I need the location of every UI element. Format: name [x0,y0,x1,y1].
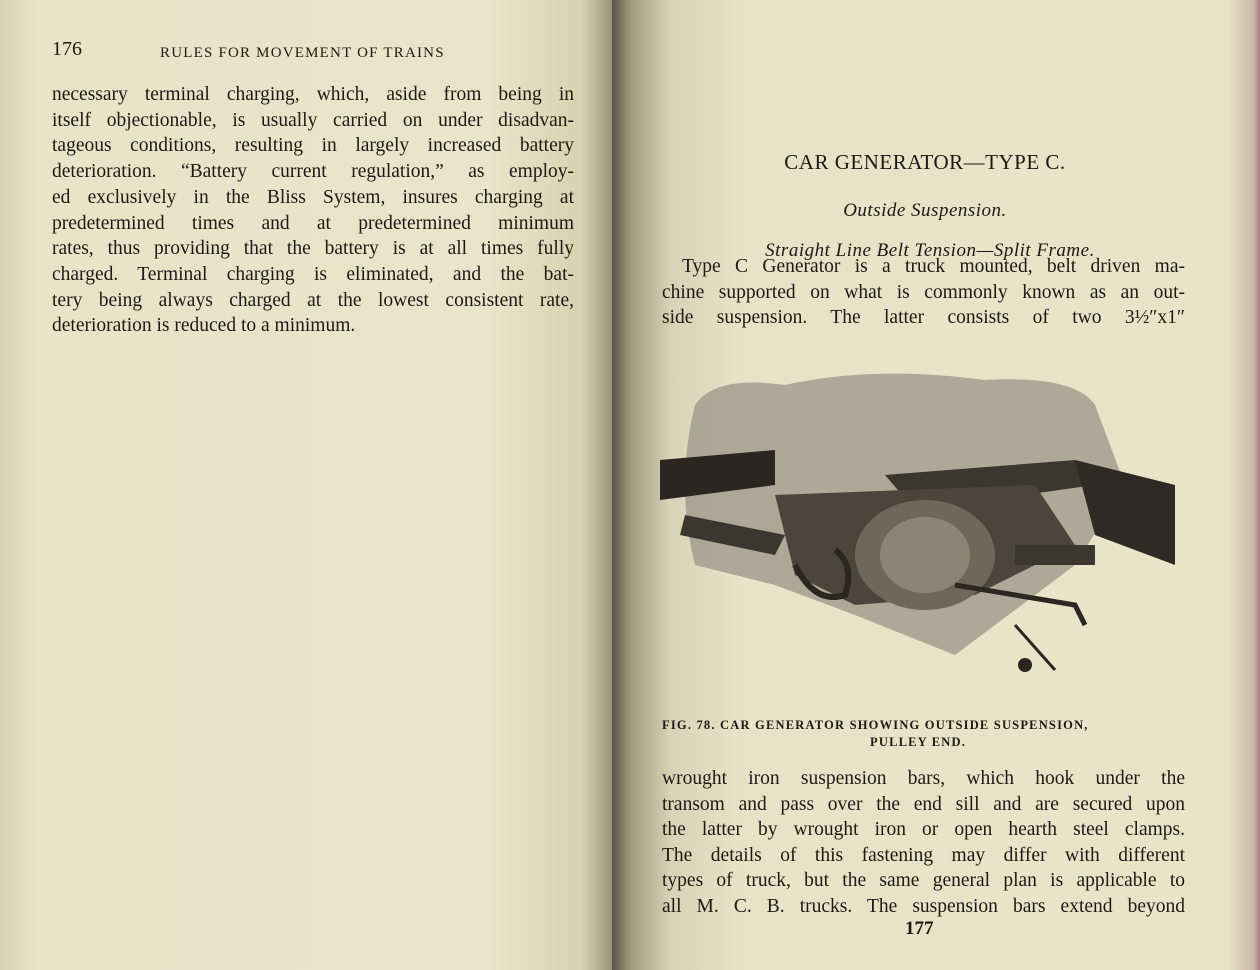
figure-caption: FIG. 78. CAR GENERATOR SHOWING OUTSIDE SUSPENSION, [662,718,1089,732]
subheading-outside-suspension: Outside Suspension. [843,200,1007,221]
page-number: 176 [52,38,82,60]
text-line: deterioration is reduced to a minimum. [52,315,356,337]
text-line: transom and pass over the end sill and are secured upon [662,793,1185,815]
text-line: deterioration. “Battery current regulation,” as employ- [52,161,574,183]
section-heading: CAR GENERATOR—TYPE C. [784,150,1066,174]
text-line: rates, thus providing that the battery is at all times fully [52,238,574,260]
page-number: 177 [905,918,934,939]
generator-illustration [655,365,1200,695]
text-line: necessary terminal charging, which, aside from being in [52,84,574,105]
text-line: chine supported on what is commonly known as an out- [662,281,1185,303]
text-line: the latter by wrought iron or open hearth steel clamps. [662,819,1185,840]
text-line: charged. Terminal charging is eliminated, and the bat- [52,263,574,285]
text-line: tageous conditions, resulting in largely increased battery [52,135,574,157]
text-line: tery being always charged at the lowest consistent rate, [52,289,574,311]
text-line: side suspension. The latter consists of two 3½″x1″ [662,307,1185,329]
text-line: The details of this fastening may differ with different [662,844,1185,866]
text-line: ed exclusively in the Bliss System, insures charging at [52,186,574,208]
text-line: itself objectionable, is usually carried on under disadvan- [52,109,574,131]
text-line: types of truck, but the same general plan is applicable to [662,870,1185,891]
text-line: all M. C. B. trucks. The suspension bars extend beyond [662,895,1185,917]
figure-caption-line-2: PULLEY END. [870,735,967,749]
running-head: RULES FOR MOVEMENT OF TRAINS [160,45,445,61]
text-line: wrought iron suspension bars, which hook under the [662,768,1185,789]
left-page [0,0,612,970]
text-line: predetermined times and at predetermined minimum [52,212,574,234]
subheading-belt-tension: Straight Line Belt Tension—Split Frame. [765,240,1095,261]
text-line: Type C Generator is a truck mounted, belt driven ma- [682,256,1185,277]
